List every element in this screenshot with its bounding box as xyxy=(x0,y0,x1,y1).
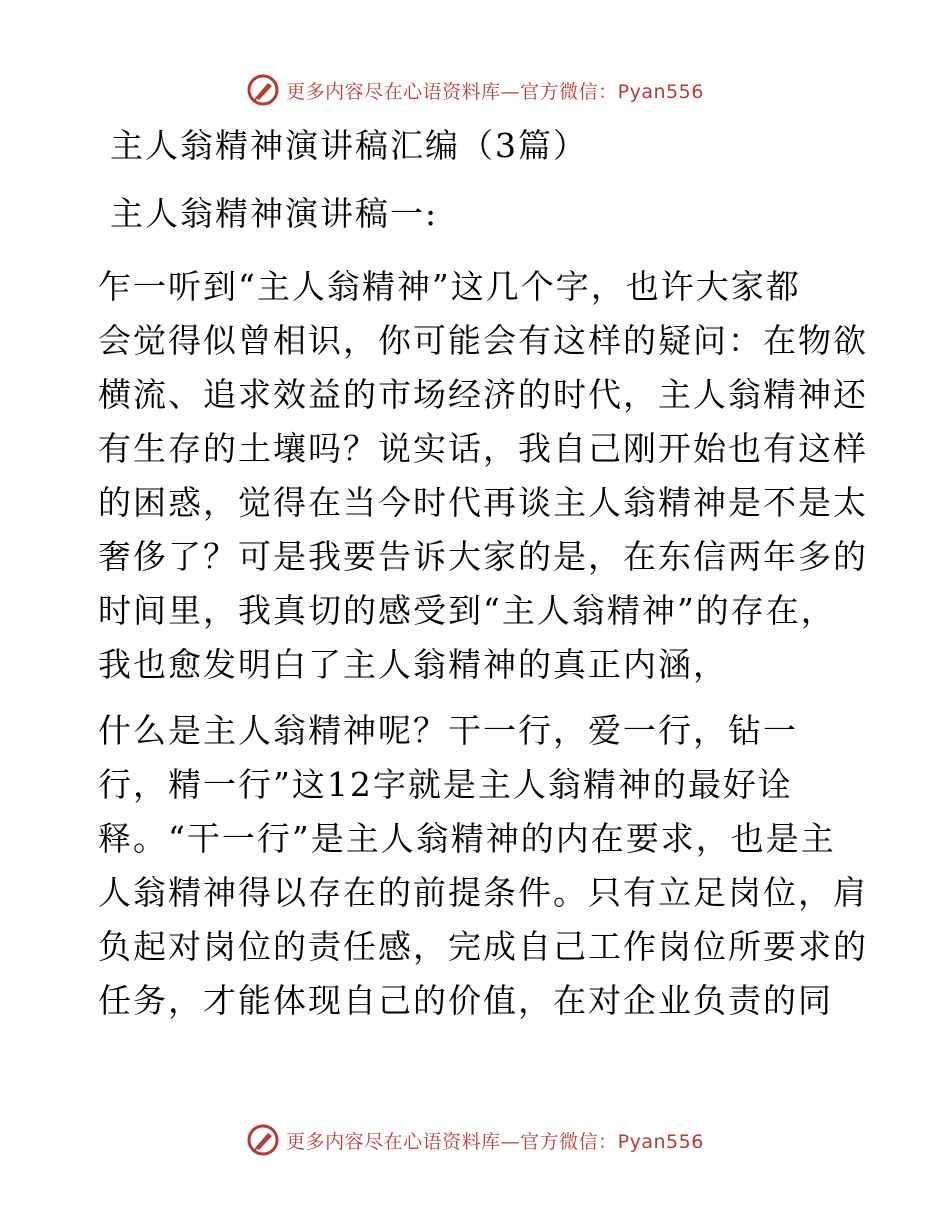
paragraph-line: 什么是主人翁精神呢？干一行，爱一行，钻一 xyxy=(98,711,798,750)
paragraph-line: 负起对岗位的责任感，完成自己工作岗位所要求的 xyxy=(98,927,868,966)
header-watermark-text: 更多内容尽在心语资料库—官方微信：Pyan556 xyxy=(286,80,704,103)
paragraph-line: 乍一听到“主人翁精神”这几个字，也许大家都 xyxy=(98,267,801,306)
paragraph-line: 会觉得似曾相识，你可能会有这样的疑问：在物欲 xyxy=(98,321,868,360)
paragraph-line: 释。“干一行”是主人翁精神的内在要求，也是主 xyxy=(98,819,836,858)
footer-watermark-banner xyxy=(0,1120,950,1160)
paragraph-2 xyxy=(98,704,868,1028)
paragraph-line: 时间里，我真切的感受到“主人翁精神”的存在， xyxy=(98,591,836,630)
document-body xyxy=(98,120,868,1028)
pen-circle-logo-icon xyxy=(246,1123,280,1157)
paragraph-line: 任务，才能体现自己的价值，在对企业负责的同 xyxy=(98,981,833,1020)
footer-wechat-id: Pyan556 xyxy=(617,1130,704,1153)
document-title: 主人翁精神演讲稿汇编（3篇） xyxy=(110,126,588,165)
paragraph-1 xyxy=(98,260,868,692)
pen-circle-logo-icon xyxy=(246,73,280,107)
paragraph-line: 横流、追求效益的市场经济的时代，主人翁精神还 xyxy=(98,375,868,414)
paragraph-line: 我也愈发明白了主人翁精神的真正内涵， xyxy=(98,645,728,684)
header-watermark-banner xyxy=(0,70,950,110)
paragraph-line: 人翁精神得以存在的前提条件。只有立足岗位，肩 xyxy=(98,873,868,912)
paragraph-line: 的困惑，觉得在当今时代再谈主人翁精神是不是太 xyxy=(98,483,868,522)
paragraph-line: 行，精一行”这12字就是主人翁精神的最好诠 xyxy=(98,765,793,804)
paragraph-line: 有生存的土壤吗？说实话，我自己刚开始也有这样 xyxy=(98,429,868,468)
footer-watermark-text: 更多内容尽在心语资料库—官方微信：Pyan556 xyxy=(286,1130,704,1153)
paragraph-line: 奢侈了？可是我要告诉大家的是，在东信两年多的 xyxy=(98,537,868,576)
header-wechat-id: Pyan556 xyxy=(617,80,704,103)
document-subtitle: 主人翁精神演讲稿一: xyxy=(110,194,439,233)
